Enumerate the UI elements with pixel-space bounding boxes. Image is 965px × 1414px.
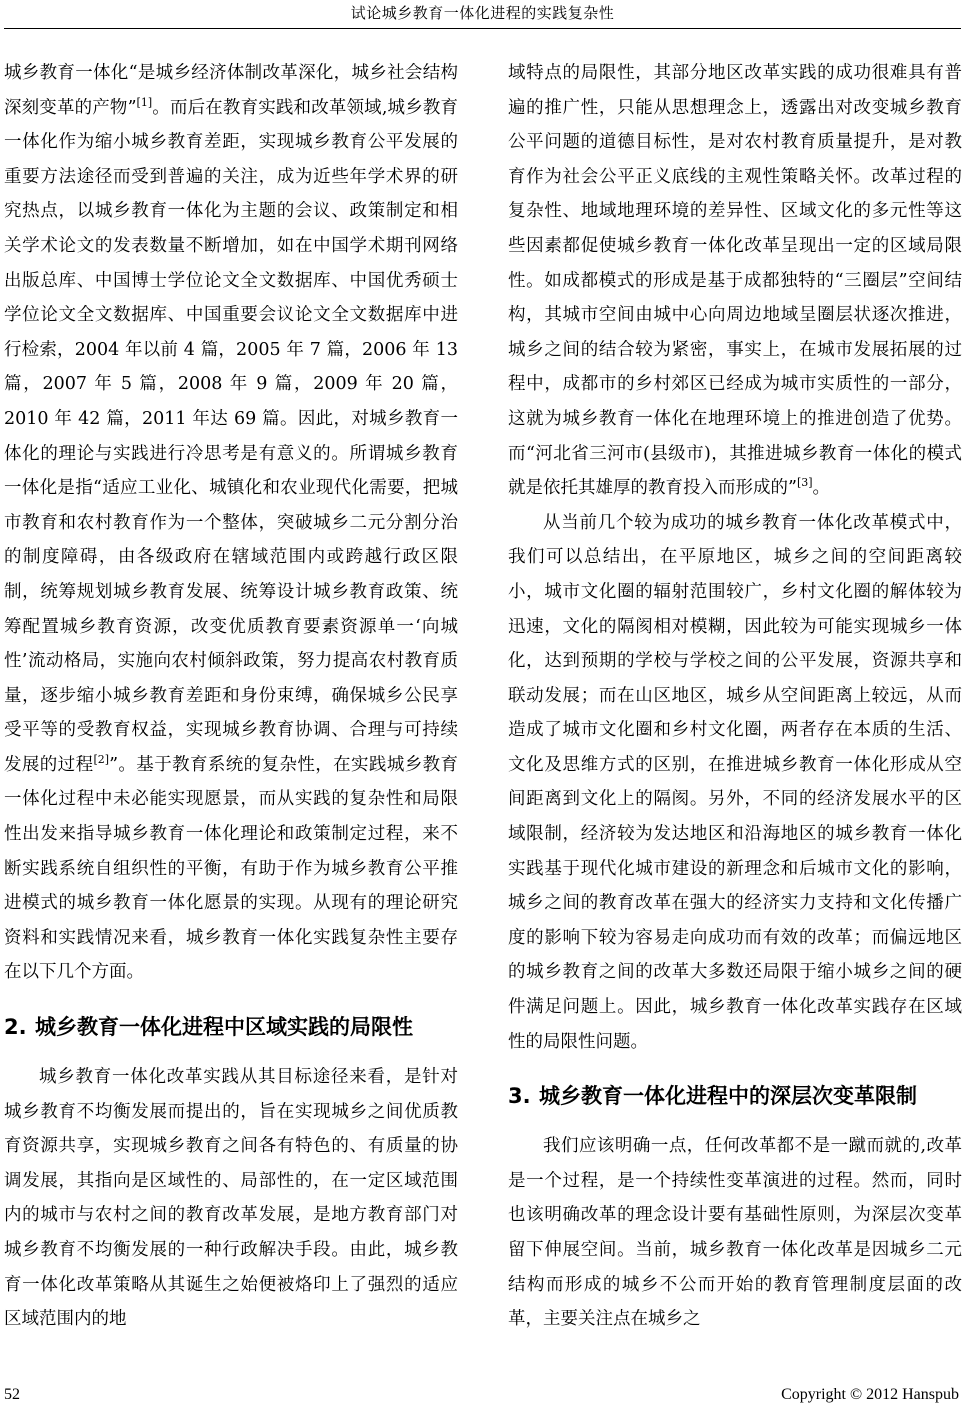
section-2-title: 城乡教育一体化进程中区域实践的局限性 xyxy=(35,1015,413,1040)
citation-3: [3] xyxy=(796,476,813,490)
citation-2: [2] xyxy=(93,752,110,766)
section-3-title: 城乡教育一体化进程中的深层次变革限制 xyxy=(539,1084,917,1109)
running-header: 试论城乡教育一体化进程的实践复杂性 xyxy=(350,4,615,22)
intro-text-b: 。而后在教育实践和改革领域,城乡教育一体化作为缩小城乡教育差距，实现城乡教育公平发展的重要方法途径而受到普遍的关注，成为近些年学术界的研究热点，以城乡教育一体化为主题的会议、政策制定和相关学术论文的发表数量不断增加，如在中国学术期刊网络出版总库、中国博士学位论文全文数据库、中国优秀硕士学位论文全文数据库、中国重要会议论文全文数据库中进行检索，2004 年以前 4 篇，2005 年 7 篇，2006 年 13 篇，2007 年 5 篇，2008 年 9 篇，2009 年 20 篇，2010 年 42 篇，2011 年达 69 篇。因此，对城乡教育一体化的理论与实践进行冷思考是有意义的。所谓城乡教育一体化是指“适应工业化、城镇化和农业现代化需要，把城市教育和农村教育作为一个整体，突破城乡二元分割分治的制度障碍，由各级政府在辖域范围内或跨越行政区限制，统筹规划城乡教育发展、统筹设计城乡教育政策、统筹配置城乡教育资源，改变优质教育要素资源单一‘向城性’流动格局，实施向农村倾斜政策，努力提高农村教育质量，逐步缩小城乡教育差距和身份束缚，确保城乡公民享受平等的受教育权益，实现城乡教育协调、合理与可持续发展的过程 xyxy=(4,97,459,775)
copyright-notice: Copyright © 2012 Hanspub xyxy=(781,1386,959,1403)
continued-text-a: 域特点的局限性，其部分地区改革实践的成功很难具有普遍的推广性，只能从思想理念上，透露出对改变城乡教育公平问题的道德目标性，是对农村教育质量提升，是对教育作为社会公平正义底线的主观性策略关怀。改革过程的复杂性、地域地理环境的差异性、区域文化的多元性等这些因素都促使城乡教育一体化改革呈现出一定的区域局限性。如成都模式的形成是基于成都独特的“三圈层”空间结构，其城市空间由城中心向周边地域呈圈层状逐次推进，城乡之间的结合较为紧密，事实上，在城市发展拓展的过程中，成都市的乡村郊区已经成为城市实质性的一部分，这就为城乡教育一体化在地理环境上的推进创造了优势。而“河北省三河市(县级市)，其推进城乡教育一体化的模式就是依托其雄厚的教育投入而形成的” xyxy=(508,63,962,499)
intro-paragraph xyxy=(4,56,458,990)
page-number: 52 xyxy=(4,1386,20,1403)
left-column xyxy=(4,56,458,1337)
section-3-number: 3. xyxy=(508,1084,531,1109)
continued-text-b: 。 xyxy=(812,478,831,499)
intro-text-c: ”。基于教育系统的复杂性，在实践城乡教育一体化过程中未必能实现愿景，而从实践的复杂性和局限性出发来指导城乡教育一体化理论和政策制定过程，来不断实践系统自组织性的平衡，有助于作为城乡教育公平推进模式的城乡教育一体化愿景的实现。从现有的理论研究资料和实践情况来看，城乡教育一体化实践复杂性主要存在以下几个方面。 xyxy=(4,754,459,983)
section-2-number: 2. xyxy=(4,1015,27,1040)
section-3-heading xyxy=(508,1079,962,1113)
intro-text-a: 城乡教育一体化“是城乡经济体制改革深化，城乡社会结构深刻变革的产物” xyxy=(4,63,458,118)
section-2-heading xyxy=(4,1010,458,1044)
header-rule xyxy=(4,28,961,29)
section-2-paragraph: 城乡教育一体化改革实践从其目标途径来看，是针对城乡教育不均衡发展而提出的，旨在实现城乡之间优质教育资源共享，实现城乡教育之间各有特色的、有质量的协调发展，其指向是区域性的、局部性的，在一定区域范围内的城市与农村之间的教育改革发展，是地方教育部门对城乡教育不均衡发展的一种行政解决手段。由此，城乡教育一体化改革策略从其诞生之始便被烙印上了强烈的适应区域范围内的地 xyxy=(4,1067,458,1330)
citation-1: [1] xyxy=(136,95,153,109)
continued-paragraph xyxy=(508,56,962,506)
section-3-paragraph: 我们应该明确一点，任何改革都不是一蹴而就的,改革是一个过程，是一个持续性变革演进的过程。然而，同时也该明确改革的理念设计要有基础性原则，为深层次变革留下伸展空间。当前，城乡教育一体化改革是因城乡二元结构而形成的城乡不公而开始的教育管理制度层面的改革，主要关注点在城乡之 xyxy=(508,1136,962,1330)
models-paragraph: 从当前几个较为成功的城乡教育一体化改革模式中，我们可以总结出，在平原地区，城乡之间的空间距离较小，城市文化圈的辐射范围较广，乡村文化圈的解体较为迅速，文化的隔阂相对模糊，因此较为可能实现城乡一体化，达到预期的学校与学校之间的公平发展，资源共享和联动发展；而在山区地区，城乡从空间距离上较远，从而造成了城市文化圈和乡村文化圈，两者存在本质的生活、文化及思维方式的区别，在推进城乡教育一体化形成从空间距离到文化上的隔阂。另外，不同的经济发展水平的区域限制，经济较为发达地区和沿海地区的城乡教育一体化实践基于现代化城市建设的新理念和后城市文化的影响，城乡之间的教育改革在强大的经济实力支持和文化传播广度的影响下较为容易走向成功而有效的改革；而偏远地区的城乡教育之间的改革大多数还局限于缩小城乡之间的硬件满足问题上。因此，城乡教育一体化改革实践存在区域性的局限性问题。 xyxy=(508,512,962,1052)
right-column xyxy=(508,56,962,1337)
